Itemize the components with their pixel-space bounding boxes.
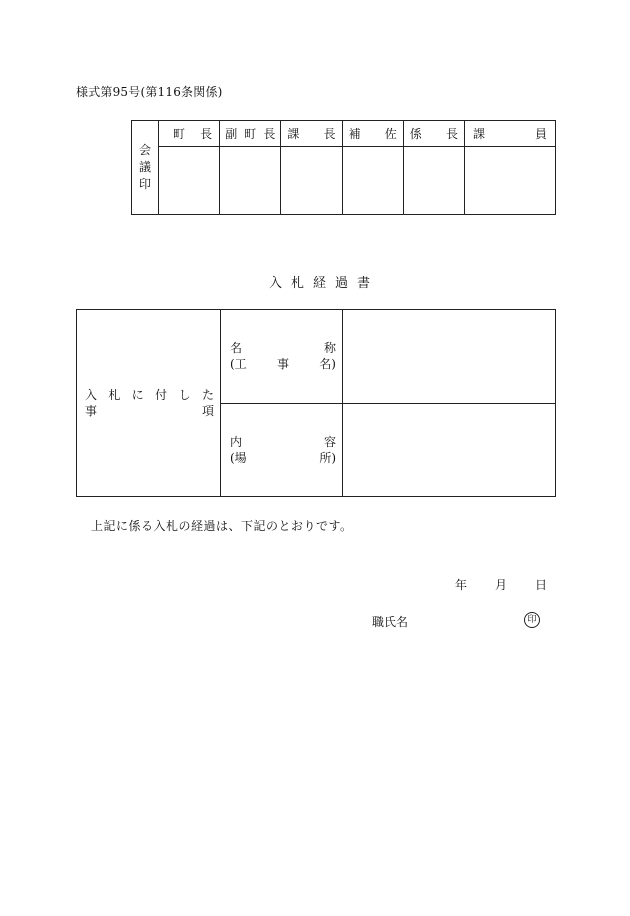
document-title: 入札経過書 [268,276,379,291]
label-char: 容 [323,434,336,449]
statement-text: 上記に係る入札の経過は、下記のとおりです。 [91,519,353,533]
stamp-header-assistant [342,121,403,147]
project-name-label-line2 [230,356,336,372]
bid-row-name [77,310,556,404]
label-char: 名 [230,341,243,356]
label-char: (工 [230,357,247,372]
date-line [455,576,547,593]
label-char: 札 [108,388,121,402]
label-char: し [178,388,191,402]
date-spacer [467,576,495,593]
label-char: 項 [201,404,214,418]
bid-items-label [77,310,221,497]
date-spacer [507,576,535,593]
header-char: 長 [200,127,213,141]
label-char: た [201,388,214,402]
header-char: 長 [263,127,276,141]
label-char: に [131,388,144,402]
content-label-line1 [230,434,336,450]
stamp-header-unit-chief [403,121,464,147]
bid-item-table [76,309,556,497]
stamp-cell-deputy-mayor [220,147,281,215]
header-char: 佐 [384,127,397,141]
stamp-side-char: 会 [138,143,151,157]
project-name-value [343,310,556,404]
day-label: 日 [535,578,548,592]
project-name-label [221,310,343,404]
form-number: 様式第95号(第116条関係) [76,85,223,99]
bid-items-label-line2 [85,403,214,419]
seal-mark-icon: 印 [524,612,540,628]
project-name-label-line1 [230,340,336,356]
stamp-cell-section-chief [281,147,342,215]
month-label: 月 [495,578,508,592]
stamp-cell-unit-chief [403,147,464,215]
stamp-header-mayor [159,121,220,147]
header-char: 町 [244,127,257,141]
header-char: 長 [323,127,336,141]
label-char: 付 [155,388,168,402]
year-label: 年 [455,578,468,592]
header-char: 補 [348,127,361,141]
stamp-side-char: 議 [138,160,151,174]
stamp-cell-staff [465,147,556,215]
label-char: 入 [85,388,98,402]
signer-label: 職氏名 [372,615,409,629]
stamp-cell-assistant [342,147,403,215]
header-char: 長 [445,127,458,141]
stamp-header-section-chief [281,121,342,147]
stamp-header-staff [465,121,556,147]
label-char: 称 [323,341,336,356]
label-char: 名) [319,357,336,372]
label-char: (場 [230,450,247,465]
header-char: 員 [534,127,547,141]
header-char: 町 [173,127,186,141]
label-char: 事 [85,404,98,418]
label-char: 事 [276,357,289,372]
header-char: 副 [225,127,238,141]
label-char: 内 [230,434,243,449]
header-char: 課 [473,127,486,141]
stamp-side-label [132,121,159,215]
stamp-header-deputy-mayor [220,121,281,147]
stamp-header-row [132,121,556,147]
stamp-side-char: 印 [138,177,151,191]
content-location-label [221,403,343,497]
bid-items-label-line1 [85,387,214,403]
approval-stamp-table [131,120,556,215]
header-char: 係 [409,127,422,141]
content-label-line2 [230,450,336,466]
stamp-seal-row [132,147,556,215]
label-char: 所) [319,450,336,465]
header-char: 課 [287,127,300,141]
content-location-value [343,403,556,497]
stamp-cell-mayor [159,147,220,215]
